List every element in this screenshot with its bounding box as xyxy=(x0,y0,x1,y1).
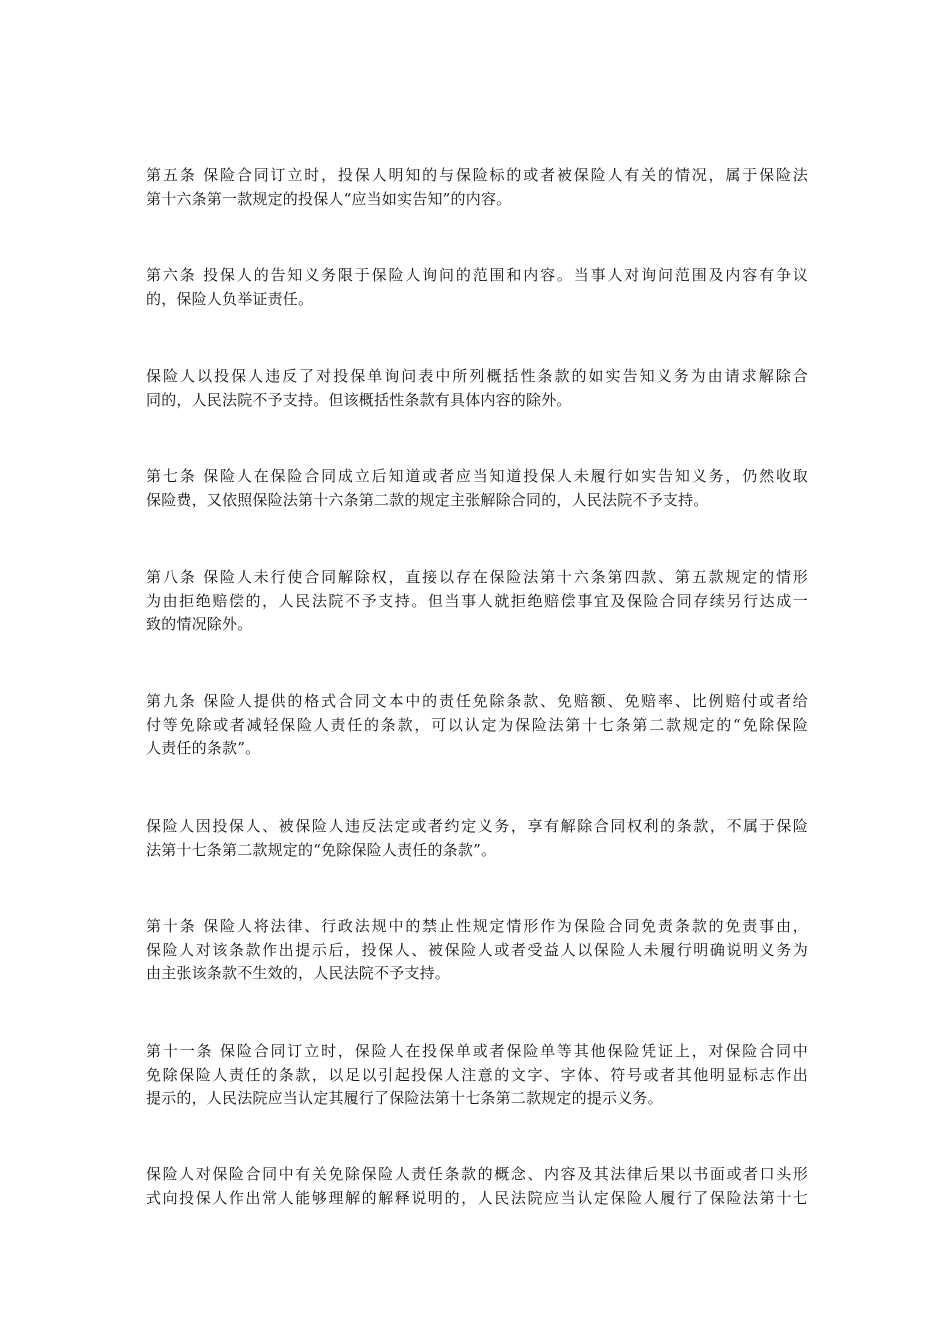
paragraph-article-9-clause-2 xyxy=(146,815,808,862)
text-line: 保险费，又依照保险法第十六条第二款的规定主张解除合同的，人民法院不予支持。 xyxy=(146,490,709,509)
text-line: 为由拒绝赔偿的，人民法院不予支持。但当事人就拒绝赔偿事宜及保险合同存续另行达成一 xyxy=(146,591,808,610)
text-line: 法第十七条第二款规定的“免除保险人责任的条款”。 xyxy=(146,840,497,859)
text-line: 第八条 保险人未行使合同解除权，直接以存在保险法第十六条第四款、第五款规定的情形 xyxy=(146,568,808,586)
paragraph-article-5 xyxy=(146,164,808,211)
text-line: 第五条 保险合同订立时，投保人明知的与保险标的或者被保险人有关的情况，属于保险法 xyxy=(146,166,808,184)
paragraph-article-7 xyxy=(146,465,808,512)
paragraph-article-8 xyxy=(146,566,808,637)
text-line: 第九条 保险人提供的格式合同文本中的责任免除条款、免赔额、免赔率、比例赔付或者给 xyxy=(146,692,808,710)
paragraph-article-9 xyxy=(146,690,808,761)
text-line: 保险人对保险合同中有关免除保险人责任条款的概念、内容及其法律后果以书面或者口头形 xyxy=(146,1165,808,1183)
text-line: 由主张该条款不生效的，人民法院不予支持。 xyxy=(146,964,451,982)
text-line: 第七条 保险人在保险合同成立后知道或者应当知道投保人未履行如实告知义务，仍然收取 xyxy=(146,467,808,485)
text-line: 式向投保人作出常人能够理解的解释说明的，人民法院应当认定保险人履行了保险法第十七 xyxy=(146,1188,808,1207)
text-line: 第十六条第一款规定的投保人“应当如实告知”的内容。 xyxy=(146,189,512,208)
paragraph-article-11 xyxy=(146,1040,808,1111)
text-line: 保险人对该条款作出提示后，投保人、被保险人或者受益人以保险人未履行明确说明义务为 xyxy=(146,940,808,959)
text-line: 保险人因投保人、被保险人违反法定或者约定义务，享有解除合同权利的条款，不属于保险 xyxy=(146,817,808,835)
text-line: 人责任的条款”。 xyxy=(146,739,261,757)
text-line: 同的，人民法院不予支持。但该概括性条款有具体内容的除外。 xyxy=(146,390,572,409)
text-line: 第六条 投保人的告知义务限于保险人询问的范围和内容。当事人对询问范围及内容有争议 xyxy=(146,266,808,284)
text-line: 提示的，人民法院应当认定其履行了保险法第十七条第二款规定的提示义务。 xyxy=(146,1089,663,1107)
paragraph-article-6 xyxy=(146,264,808,311)
text-line: 保险人以投保人违反了对投保单询问表中所列概括性条款的如实告知义务为由请求解除合 xyxy=(146,367,808,385)
text-line: 免除保险人责任的条款，以足以引起投保人注意的文字、字体、符号或者其他明显标志作出 xyxy=(146,1065,808,1084)
paragraph-article-10 xyxy=(146,915,808,986)
text-line: 的，保险人负举证责任。 xyxy=(146,289,314,308)
text-line: 第十条 保险人将法律、行政法规中的禁止性规定情形作为保险合同免责条款的免责事由， xyxy=(146,917,808,935)
text-line: 第十一条 保险合同订立时，保险人在投保单或者保险单等其他保险凭证上，对保险合同中 xyxy=(146,1042,808,1060)
text-line: 致的情况除外。 xyxy=(146,615,253,633)
paragraph-article-11-clause-2 xyxy=(146,1163,808,1210)
paragraph-article-6-clause-2 xyxy=(146,365,808,412)
text-line: 付等免除或者减轻保险人责任的条款，可以认定为保险法第十七条第二款规定的“免除保险 xyxy=(146,715,808,734)
